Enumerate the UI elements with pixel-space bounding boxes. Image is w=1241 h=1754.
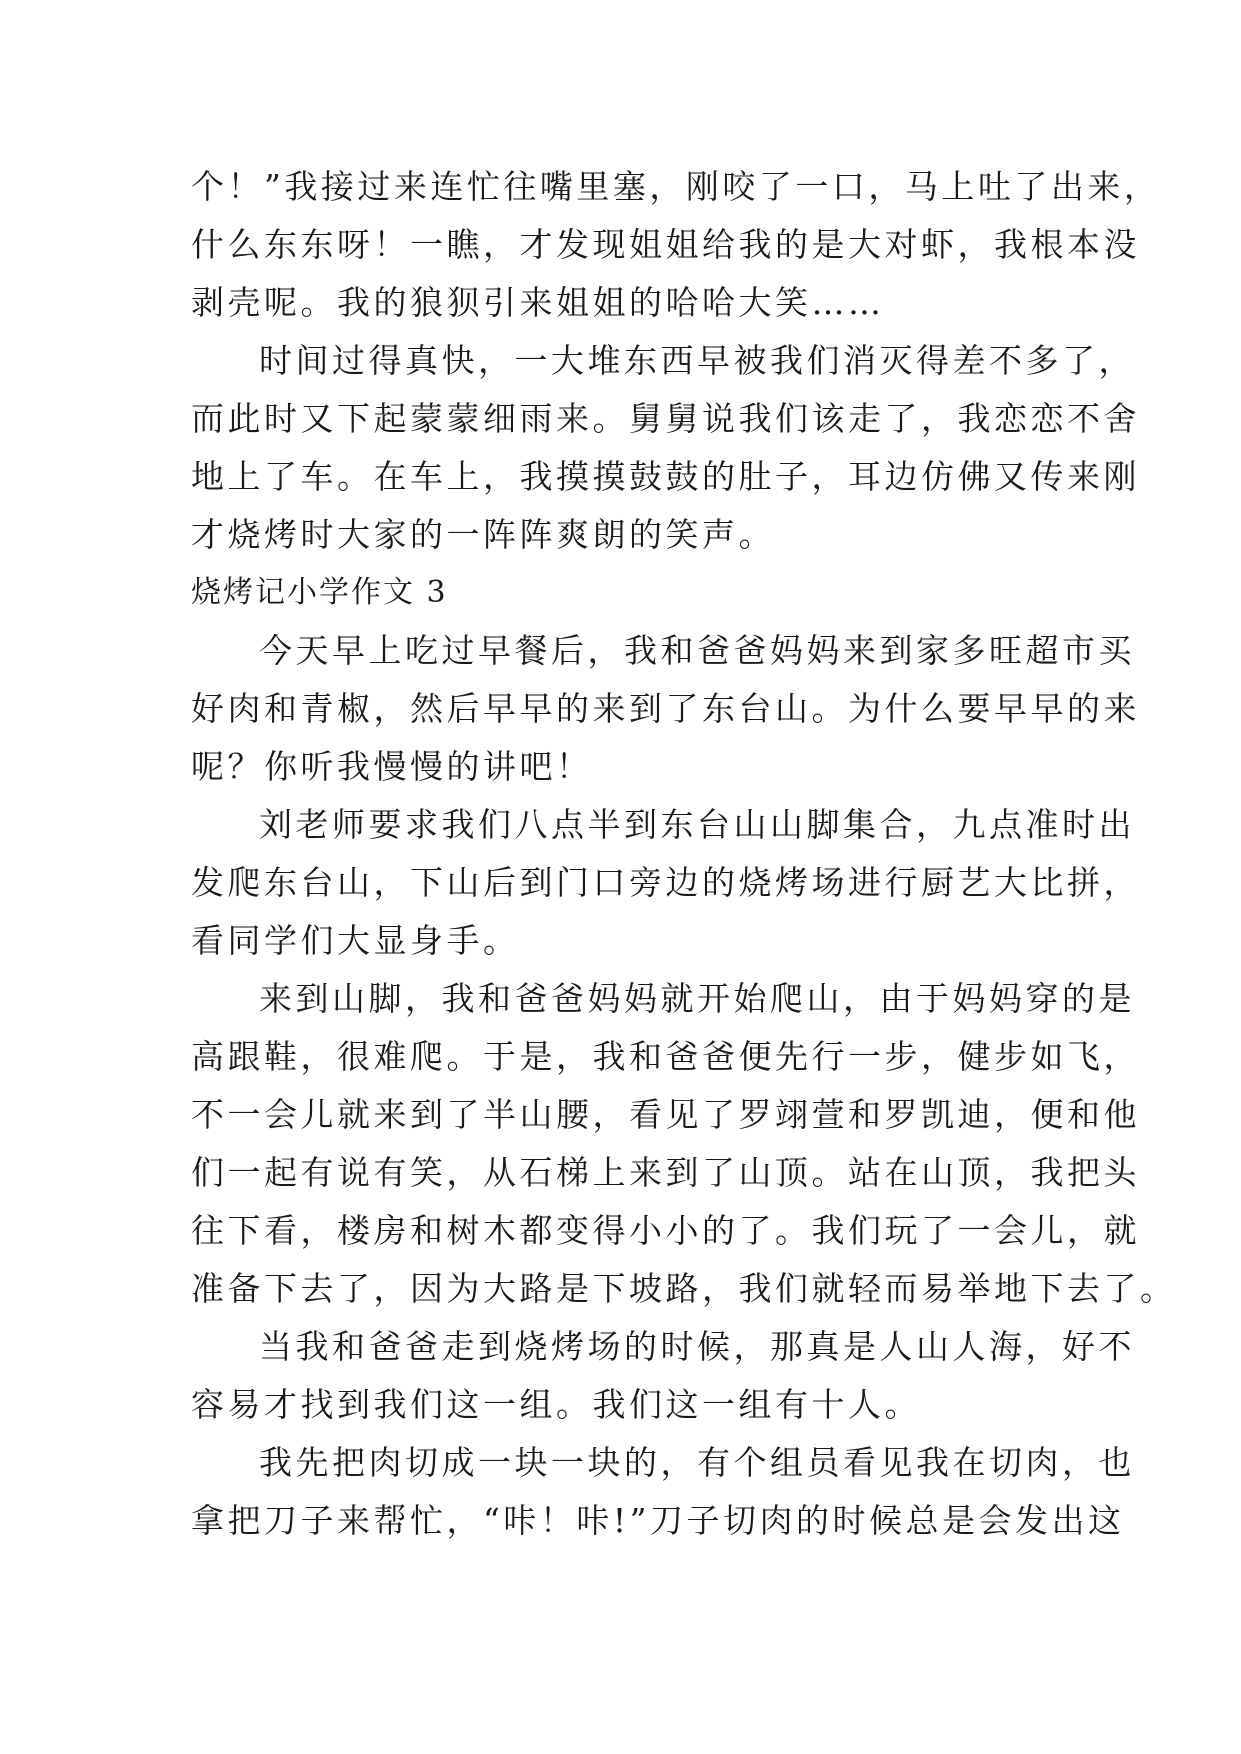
text-line: 们一起有说有笑，从石梯上来到了山顶。站在山顶，我把头 — [191, 1153, 1140, 1192]
paragraph — [191, 332, 1140, 564]
text-line: 当我和爸爸走到烧烤场的时候，那真是人山人海，好不 — [259, 1327, 1135, 1366]
text-line: 容易才找到我们这一组。我们这一组有十人。 — [191, 1385, 921, 1424]
text-line: 个！”我接过来连忙往嘴里塞，刚咬了一口，马上吐了出来， — [191, 167, 1161, 206]
text-line: 往下看，楼房和树木都变得小小的了。我们玩了一会儿，就 — [191, 1211, 1140, 1250]
paragraph — [191, 796, 1140, 970]
paragraph — [191, 622, 1140, 796]
paragraph — [191, 1434, 1135, 1550]
section-title: 烧烤记小学作文 3 — [191, 575, 448, 610]
text-line: 高跟鞋，很难爬。于是，我和爸爸便先行一步，健步如飞， — [191, 1037, 1140, 1076]
paragraph — [191, 1318, 1135, 1434]
text-line: 准备下去了，因为大路是下坡路，我们就轻而易举地下去了。 — [191, 1269, 1177, 1308]
text-line: 好肉和青椒，然后早早的来到了东台山。为什么要早早的来 — [191, 689, 1140, 728]
text-line: 才烧烤时大家的一阵阵爽朗的笑声。 — [191, 515, 775, 554]
text-line: 来到山脚，我和爸爸妈妈就开始爬山，由于妈妈穿的是 — [259, 979, 1135, 1018]
text-line: 我先把肉切成一块一块的，有个组员看见我在切肉，也 — [259, 1443, 1135, 1482]
text-line: 今天早上吃过早餐后，我和爸爸妈妈来到家多旺超市买 — [259, 631, 1135, 670]
text-line: 而此时又下起蒙蒙细雨来。舅舅说我们该走了，我恋恋不舍 — [191, 399, 1140, 438]
text-line: 拿把刀子来帮忙，“咔！咔!”刀子切肉的时候总是会发出这 — [191, 1501, 1125, 1540]
text-line: 呢？你听我慢慢的讲吧！ — [191, 747, 593, 786]
text-line: 刘老师要求我们八点半到东台山山脚集合，九点准时出 — [259, 805, 1135, 844]
text-line: 不一会儿就来到了半山腰，看见了罗翊萱和罗凯迪，便和他 — [191, 1095, 1140, 1134]
text-line: 剥壳呢。我的狼狈引来姐姐的哈哈大笑…… — [191, 283, 885, 322]
text-line: 看同学们大显身手。 — [191, 921, 520, 960]
document-page — [191, 158, 1177, 1550]
text-line: 发爬东台山，下山后到门口旁边的烧烤场进行厨艺大比拼， — [191, 863, 1140, 902]
text-line: 地上了车。在车上，我摸摸鼓鼓的肚子，耳边仿佛又传来刚 — [191, 457, 1140, 496]
paragraph — [191, 970, 1177, 1318]
paragraph — [191, 158, 1161, 332]
text-line: 时间过得真快，一大堆东西早被我们消灭得差不多了， — [259, 341, 1135, 380]
text-line: 什么东东呀！一瞧，才发现姐姐给我的是大对虾，我根本没 — [191, 225, 1140, 264]
